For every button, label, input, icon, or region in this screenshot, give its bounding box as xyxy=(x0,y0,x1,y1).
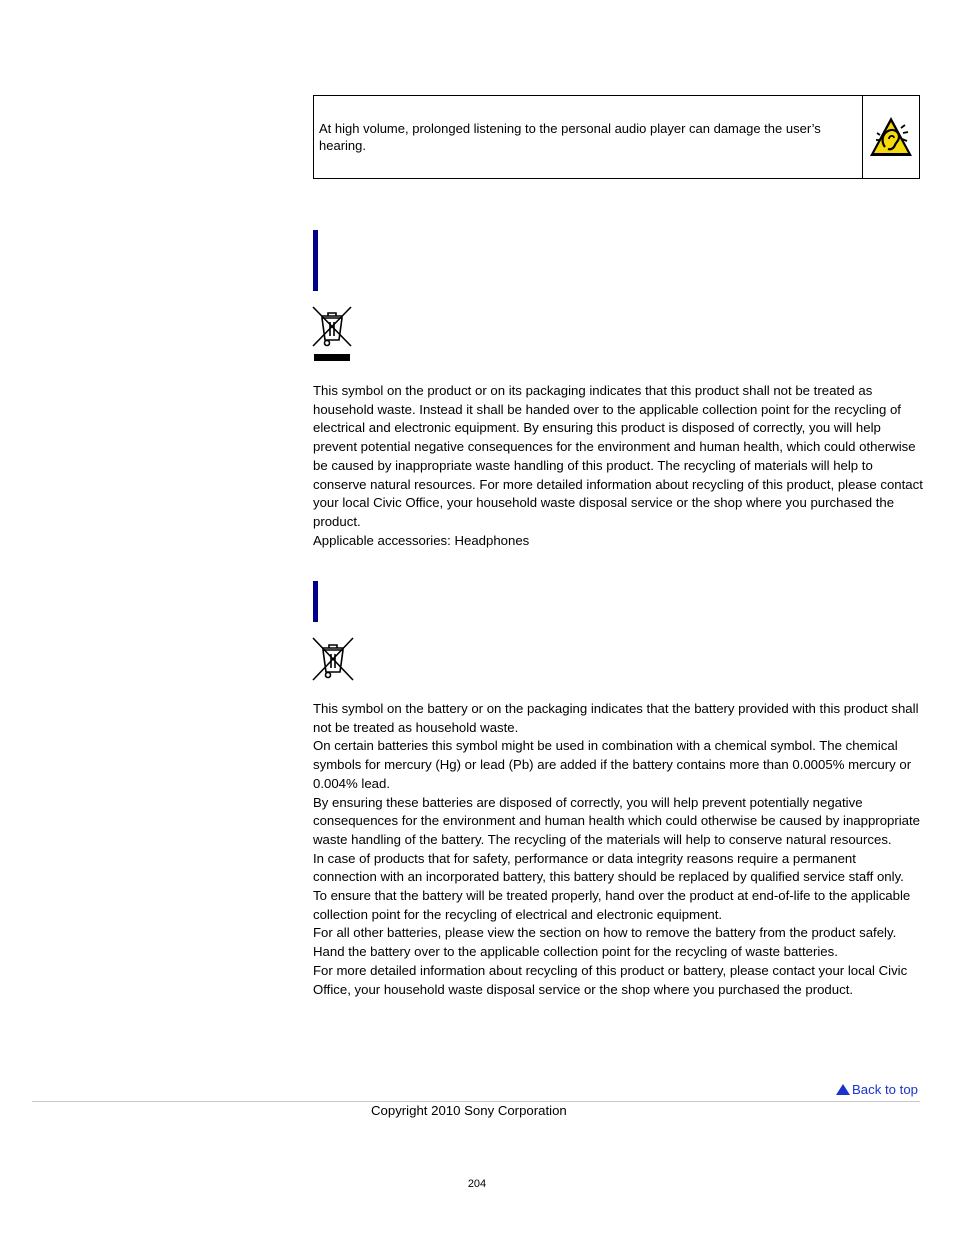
copyright-text: Copyright 2010 Sony Corporation xyxy=(371,1103,567,1118)
section-marker-bar xyxy=(313,230,318,291)
up-triangle-icon xyxy=(836,1084,850,1095)
paragraph: This symbol on the battery or on the packaging indicates that the battery provided with this product shall not be treated as household waste. xyxy=(313,701,919,735)
back-to-top-link[interactable] xyxy=(836,1082,918,1097)
paragraph: Applicable accessories: Headphones xyxy=(313,532,530,548)
back-to-top-label[interactable]: Back to top xyxy=(852,1082,918,1097)
paragraph: This symbol on the product or on its packaging indicates that this product shall not be treated as household waste. Instead it shall be handed over to the applicable collection point for the recycling of electrical and electronic equipment. By ensuring this product is disposed of correctly, you will help prevent potential negative consequences for the environment and human health, which could otherwise be caused by inappropriate waste handling of this product. The recycling of materials will help to conserve natural resources. For more detailed information about recycling of this product, please contact your local Civic Office, your household waste disposal service or the shop where you purchased the product. xyxy=(313,383,923,529)
section-marker-bar xyxy=(313,581,318,622)
crossed-out-wheeled-bin-icon xyxy=(311,636,355,682)
hearing-warning-text: At high volume, prolonged listening to the personal audio player can damage the user’s hearing. xyxy=(319,121,821,153)
paragraph: By ensuring these batteries are disposed of correctly, you will help prevent potentially negative consequences for the environment and human health which could otherwise be caused by inappropriate waste handling of the battery. The recycling of the materials will help to conserve natural resources. xyxy=(313,794,921,847)
product-disposal-text xyxy=(313,382,923,550)
page-number: 204 xyxy=(467,1178,487,1190)
paragraph: For more detailed information about recycling of this product or battery, please contact your local Civic Office, your household waste disposal service or the shop where you purchased the product. xyxy=(313,962,908,997)
paragraph: In case of products that for safety, performance or data integrity reasons require a permanent connection with an incorporated battery, this battery should be replaced by qualified service staff only. xyxy=(313,850,904,885)
hearing-warning-box xyxy=(313,95,920,179)
paragraph: On certain batteries this symbol might be used in combination with a chemical symbol. The chemical symbols for mercury (Hg) or lead (Pb) are added if the battery contains more than 0.0005% mercury or 0.004% lead. xyxy=(313,738,912,791)
hearing-warning-icon xyxy=(868,114,914,160)
paragraph: To ensure that the battery will be treated properly, hand over the product at end-of-life to the applicable collection point for the recycling of electrical and electronic equipment. xyxy=(313,888,911,922)
hearing-warning-icon-cell xyxy=(862,96,919,178)
footer-divider xyxy=(32,1101,920,1102)
paragraph: For all other batteries, please view the section on how to remove the battery from the product safely. Hand the battery over to the applicable collection point for the recycling of waste batteries. xyxy=(313,925,897,960)
crossed-out-wheeled-bin-icon xyxy=(311,305,353,365)
battery-disposal-text xyxy=(313,700,923,999)
